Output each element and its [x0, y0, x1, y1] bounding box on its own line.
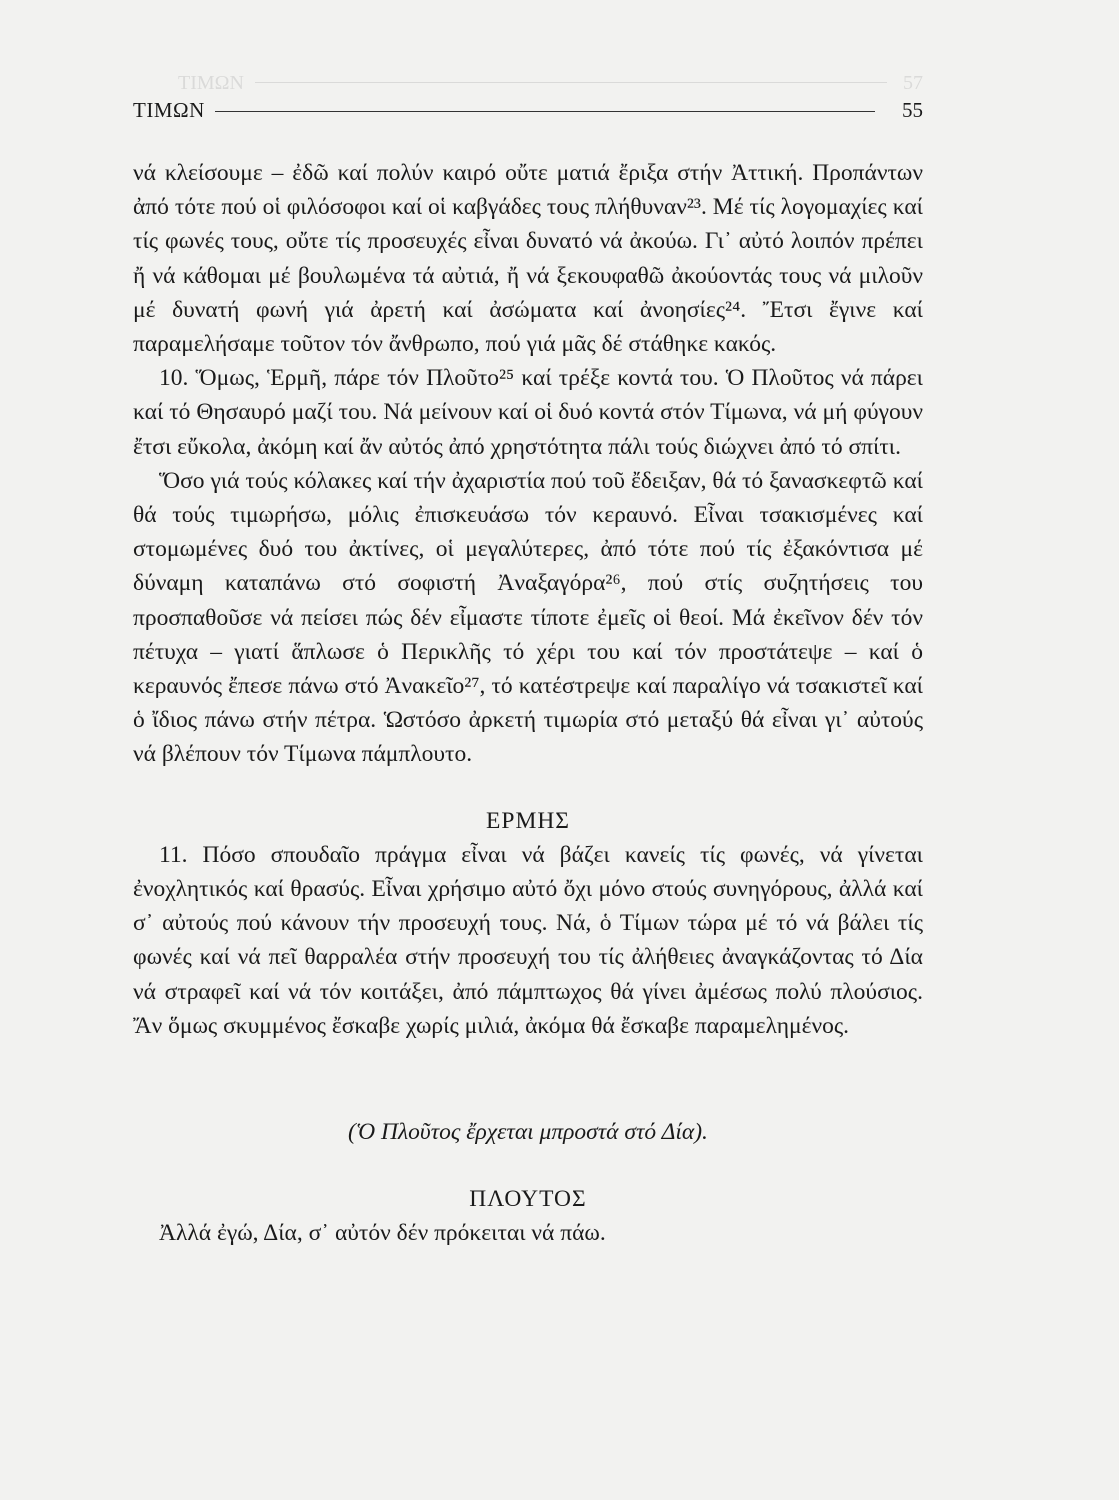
paragraph-section-10: 10. Ὅμως, Ἑρμῆ, πάρε τόν Πλοῦτο²⁵ καί τρέξε κοντά του. Ὁ Πλοῦτος νά πάρει καί τό Θησαυρό μαζί του. Νά μείνουν καί οἱ δυό κοντά στόν Τίμωνα, νά μή φύγουν ἔτσι εὔκολα, ἀκόμη καί ἄν αὐτός ἀπό χρηστότητα πάλι τούς διώχνει ἀπό τό σπίτι. — [133, 365, 923, 460]
paragraph-continuation: νά κλείσουμε – ἐδῶ καί πολύν καιρό οὔτε ματιά ἔριξα στήν Ἀττική. Προπάντων ἀπό τότε πού οἱ φιλόσοφοι καί οἱ καβγάδες τους πλήθυναν²³. Μέ τίς λογομαχίες καί τίς φωνές τους, οὔτε τίς προσευχές εἶναι δυνατό νά ἀκούω. Γι᾿ αὐτό λοιπόν πρέπει ἤ νά κάθομαι μέ βουλωμένα τά αὐτιά, ἤ νά ξεκουφαθῶ ἀκούοντάς τους νά μιλοῦν μέ δυνατή φωνή γιά ἀρετή καί ἀσώματα καί ἀνοησίες²⁴. Ἔτσι ἔγινε καί παραμελήσαμε τοῦτον τόν ἄνθρωπο, πού γιά μᾶς δέ στάθηκε κακός. — [133, 160, 923, 358]
running-title: ΤΙΜΩΝ — [133, 98, 205, 122]
speaker-heading-hermes: ΕΡΜΗΣ — [486, 807, 570, 834]
paragraph-flatterers: Ὅσο γιά τούς κόλακες καί τήν ἀχαριστία πού τοῦ ἔδειξαν, θά τό ξανασκεφτῶ καί θά τούς τιμωρήσω, μόλις ἐπισκευάσω τόν κεραυνό. Εἶναι τσακισμένες καί στομωμένες δυό του ἀκτίνες, οἱ μεγαλύτερες, ἀπό τότε πού τίς ἐξακόντισα μέ δύναμη καταπάνω στό σοφιστή Ἀναξαγόρα²⁶, πού στίς συζητήσεις του προσπαθοῦσε νά πείσει πώς δέν εἶμαστε τίποτε ἐμεῖς οἱ θεοί. Μά ἐκεῖνον δέν τόν πέτυχα – γιατί ἅπλωσε ὁ Περικλῆς τό χέρι του καί τόν προστάτεψε – καί ὁ κεραυνός ἔπεσε πάνω στό Ἀνακεῖο²⁷, τό κατέστρεψε καί παραλίγο νά τσακιστεῖ καί ὁ ἴδιος πάνω στήν πέτρα. Ὡστόσο ἀρκετή τιμωρία στό μεταξύ θά εἶναι γι᾿ αὐτούς νά βλέπουν τόν Τίμωνα πάμπλουτο. — [133, 467, 923, 768]
speaker-heading-ploutos: ΠΛΟΥΤΟΣ — [469, 1186, 587, 1213]
bleed-through-title: ΤΙΜΩΝ — [178, 72, 244, 94]
page-number: 55 — [902, 98, 923, 122]
header-rule — [215, 111, 875, 112]
running-header — [133, 96, 923, 126]
paragraph-ploutos-reply: Ἀλλά ἐγώ, Δία, σ᾿ αὐτόν δέν πρόκειται νά πάω. — [159, 1220, 606, 1247]
bleed-through-rule — [255, 82, 887, 83]
main-text — [133, 156, 923, 1251]
bleed-through-page-number: 57 — [903, 72, 923, 94]
stage-direction: (Ὁ Πλοῦτος ἔρχεται μπροστά στό Δία). — [348, 1119, 708, 1146]
bleed-through-header — [178, 66, 923, 100]
paragraph-section-11: 11. Πόσο σπουδαῖο πράγμα εἶναι νά βάζει κανείς τίς φωνές, νά γίνεται ἐνοχλητικός καί θρασύς. Εἶναι χρήσιμο αὐτό ὄχι μόνο στούς συνηγόρους, ἀλλά καί σ᾿ αὐτούς πού κάνουν τήν προσευχή τους. Νά, ὁ Τίμων τώρα μέ τό νά βάλει τίς φωνές καί νά πεῖ θαρραλέα στήν προσευχή του τίς ἀλήθειες ἀναγκάζοντας τό Δία νά στραφεῖ καί νά τόν κοιτάξει, ἀπό πάμπτωχος θά γίνει ἀμέσως πολύ πλούσιος. Ἄν ὅμως σκυμμένος ἔσκαβε χωρίς μιλιά, ἀκόμα θά ἔσκαβε παραμελημένος. — [133, 841, 923, 1039]
